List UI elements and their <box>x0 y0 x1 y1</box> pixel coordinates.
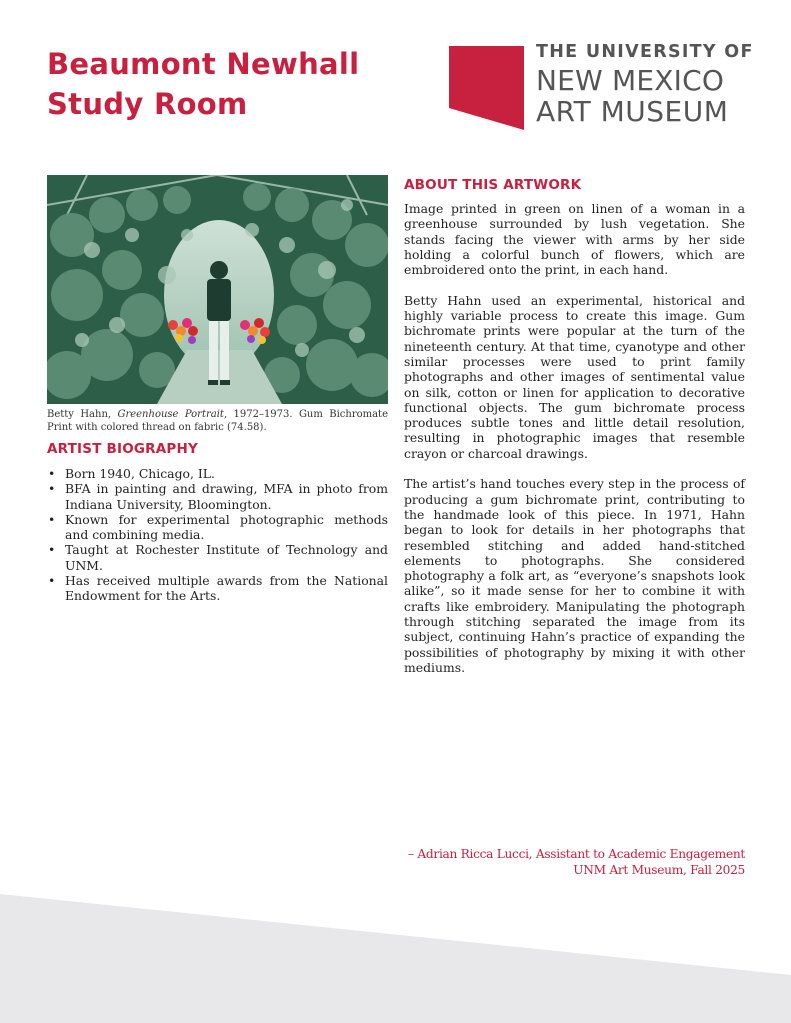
logo-line-3: ART MUSEUM <box>536 95 729 128</box>
caption-details: , 1972–1973. Gum Bichromate Print with colored thread on fabric (74.58). <box>47 409 388 433</box>
about-paragraph: Betty Hahn used an experimental, historical and highly variable process to create this image. Gum bichromate prints were popular at the turn of the nineteenth century. At that time, cyanotype and other similar processes were used to print family photographs and other images of sentimental value on silk, cotton or linen for application to decorative functional objects. The gum bichromate process produces subtle tones and little detail resolution, resulting in photographic images that resemble crayon or charcoal drawings. <box>404 292 745 461</box>
credit-line-2: UNM Art Museum, Fall 2025 <box>573 863 745 877</box>
about-paragraph: The artist’s hand touches every step in the process of producing a gum bichromate print, contributing to the handmade look of this piece. In 1971, Hahn began to look for details in her photographs that resembled stitching and added hand-stitched elements to photographs. She considered photography a folk art, as “everyone’s snapshots look alike”, so it made sense for her to combine it with crafts like embroidery. Manipulating the photograph through stitching separated the image from its subject, continuing Hahn’s practice of expanding the possibilities of photography by mixing it with other mediums. <box>404 476 745 675</box>
museum-logo-wordmark <box>536 40 754 127</box>
footer-decorative-band <box>0 880 791 1023</box>
biography-list <box>47 466 388 604</box>
list-item: • Has received multiple awards from the National Endowment for the Arts. <box>47 573 388 604</box>
caption-artist: Betty Hahn, <box>47 409 118 420</box>
author-credit <box>404 846 745 878</box>
list-item: • Taught at Rochester Institute of Technology and UNM. <box>47 542 388 573</box>
credit-line-1: – Adrian Ricca Lucci, Assistant to Academic Engagement <box>408 847 745 861</box>
caption-title: Greenhouse Portrait <box>117 409 224 420</box>
biography-heading: ARTIST BIOGRAPHY <box>47 441 198 457</box>
about-body <box>404 201 745 691</box>
about-paragraph: Image printed in green on linen of a woman in a greenhouse surrounded by lush vegetation. She stands facing the viewer with arms by her side holding a colorful bunch of flowers, which are embroidered onto the print, in each hand. <box>404 201 745 278</box>
artwork-caption <box>47 408 388 434</box>
page-title <box>47 44 407 124</box>
logo-line-2: NEW MEXICO <box>536 64 725 97</box>
list-item: • BFA in painting and drawing, MFA in photo from Indiana University, Bloomington. <box>47 481 388 512</box>
title-line-2: Study Room <box>47 87 248 121</box>
list-item: • Known for experimental photographic methods and combining media. <box>47 512 388 543</box>
list-item: • Born 1940, Chicago, IL. <box>47 466 388 481</box>
logo-line-1: THE UNIVERSITY OF <box>536 42 754 62</box>
artwork-image <box>47 175 388 404</box>
museum-logo-mark <box>449 46 524 130</box>
about-heading: ABOUT THIS ARTWORK <box>404 177 582 193</box>
title-line-1: Beaumont Newhall <box>47 47 360 81</box>
